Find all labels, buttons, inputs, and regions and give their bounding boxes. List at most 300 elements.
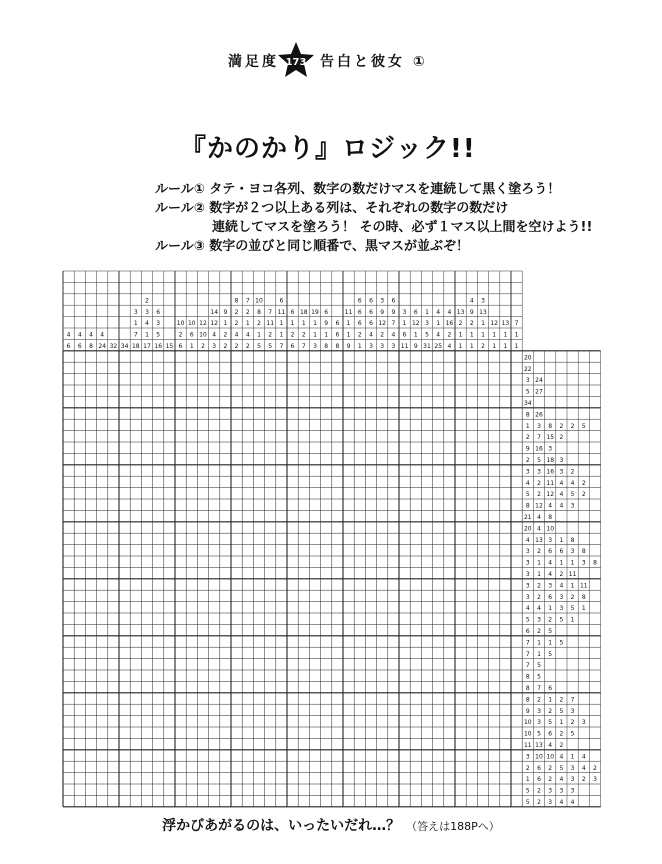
row-clue: 3 (593, 776, 597, 784)
column-clue: 9 (469, 308, 474, 316)
column-clue: 3 (313, 342, 317, 350)
rule-1 (155, 178, 560, 197)
row-clue: 3 (525, 593, 530, 601)
row-clue: 5 (548, 719, 553, 727)
row-clue: 1 (559, 559, 564, 567)
rule-2-continued (212, 216, 592, 235)
column-clue: 4 (391, 331, 396, 339)
star-badge-icon (277, 41, 315, 79)
column-clue: 6 (357, 297, 362, 305)
column-clue: 1 (313, 320, 317, 328)
column-clue: 32 (109, 342, 118, 350)
row-clue: 6 (548, 593, 553, 601)
row-clue: 12 (535, 502, 543, 510)
column-clue: 1 (189, 342, 194, 350)
column-clue: 1 (469, 342, 474, 350)
column-clue: 3 (133, 308, 138, 316)
row-clue: 7 (570, 696, 575, 704)
row-clue: 2 (537, 491, 541, 499)
row-clue: 3 (581, 559, 586, 567)
row-clue: 12 (546, 491, 555, 499)
column-clue: 4 (145, 320, 149, 328)
column-clue: 2 (357, 331, 362, 339)
row-clue: 1 (559, 719, 564, 727)
column-clue: 10 (255, 297, 263, 305)
row-clue: 3 (581, 719, 586, 727)
column-clue: 2 (290, 331, 295, 339)
column-clue: 18 (131, 342, 140, 350)
column-clue: 2 (268, 331, 273, 339)
column-clue: 12 (378, 320, 387, 328)
column-clue: 4 (66, 331, 71, 339)
column-clue: 6 (324, 308, 329, 316)
row-clue: 1 (581, 605, 586, 613)
column-clue: 2 (234, 308, 239, 316)
row-clue: 3 (525, 570, 530, 578)
row-clue: 7 (537, 684, 541, 692)
column-clue: 7 (245, 297, 250, 305)
column-clue: 1 (257, 331, 261, 339)
column-clue: 3 (380, 297, 385, 305)
column-clue: 31 (423, 342, 431, 350)
row-clue: 4 (570, 479, 575, 487)
column-clue: 9 (324, 320, 329, 328)
row-clue: 2 (525, 434, 530, 442)
row-clue: 5 (548, 627, 553, 635)
column-clue: 3 (481, 297, 485, 305)
row-clue: 3 (525, 582, 530, 590)
row-clue: 10 (535, 753, 543, 761)
column-clue: 34 (120, 342, 129, 350)
puzzle-title: 『かのかり』ロジック!! (180, 134, 476, 164)
column-clue: 3 (212, 342, 217, 350)
row-clue: 2 (537, 798, 541, 806)
column-clue: 6 (369, 297, 373, 305)
column-clue: 1 (279, 331, 284, 339)
column-clue: 6 (66, 342, 71, 350)
row-clue: 5 (525, 388, 530, 396)
column-clue: 6 (402, 331, 407, 339)
row-clue: 8 (593, 559, 597, 567)
row-clue: 1 (537, 650, 541, 658)
row-clue: 16 (535, 445, 543, 453)
rule-2b-text: 連続してマスを塗ろう！ その時、必ず１マス以上間を空けよう!! (212, 220, 593, 235)
column-clue: 12 (199, 320, 207, 328)
column-clue: 5 (156, 331, 161, 339)
row-clue: 1 (570, 559, 575, 567)
column-clue: 1 (245, 320, 250, 328)
column-clue: 9 (223, 308, 228, 316)
row-clue: 4 (559, 582, 564, 590)
column-clue: 13 (479, 308, 487, 316)
row-clue: 2 (581, 776, 586, 784)
row-clue: 3 (537, 719, 541, 727)
column-clue: 6 (369, 308, 373, 316)
solution-grid[interactable] (63, 351, 601, 807)
column-clue: 1 (346, 320, 351, 328)
row-clue: 2 (570, 468, 575, 476)
row-clue: 5 (570, 730, 575, 738)
row-clue: 2 (570, 422, 575, 430)
row-clue: 2 (537, 593, 541, 601)
column-clue: 6 (413, 308, 418, 316)
row-clue: 3 (570, 764, 575, 772)
row-clue: 2 (548, 764, 553, 772)
row-clue: 1 (548, 605, 553, 613)
column-clue: 12 (210, 320, 219, 328)
column-clue: 8 (89, 342, 93, 350)
row-clue: 3 (548, 798, 553, 806)
row-clue: 2 (537, 696, 541, 704)
row-clue: 5 (570, 491, 575, 499)
column-clue: 6 (279, 297, 284, 305)
row-clue: 11 (523, 741, 532, 749)
column-clue: 1 (469, 331, 474, 339)
column-clue: 8 (257, 308, 261, 316)
row-clue: 13 (535, 741, 543, 749)
column-clue: 2 (469, 320, 474, 328)
row-clue: 2 (559, 741, 564, 749)
row-clue: 2 (559, 696, 564, 704)
column-clue: 2 (145, 297, 149, 305)
row-clue: 5 (537, 730, 541, 738)
column-clue: 3 (380, 342, 385, 350)
row-clue: 4 (559, 776, 564, 784)
row-clue: 2 (559, 730, 564, 738)
column-clue: 3 (391, 342, 396, 350)
row-clue: 2 (537, 787, 541, 795)
column-clue: 1 (402, 320, 407, 328)
column-clue: 1 (425, 308, 429, 316)
column-clue: 7 (514, 320, 519, 328)
row-clue: 3 (525, 559, 530, 567)
row-clue: 3 (525, 468, 530, 476)
row-clue: 3 (537, 616, 541, 624)
row-clue: 4 (548, 570, 553, 578)
row-clue: 2 (581, 491, 586, 499)
row-clue: 4 (581, 764, 586, 772)
column-clue: 4 (212, 331, 217, 339)
row-clue: 21 (523, 513, 532, 521)
row-clue: 18 (546, 456, 555, 464)
row-clue: 5 (525, 798, 530, 806)
rule-1-label: ルール① (155, 182, 205, 197)
column-clue: 1 (357, 342, 362, 350)
column-clue: 2 (245, 308, 250, 316)
row-clue: 34 (523, 399, 532, 407)
column-clue: 4 (447, 308, 452, 316)
column-clue: 13 (456, 308, 465, 316)
row-clue: 16 (546, 468, 555, 476)
row-clue: 5 (548, 650, 553, 658)
row-clue: 3 (525, 377, 530, 385)
row-clue: 13 (535, 536, 543, 544)
column-clue: 1 (223, 320, 228, 328)
column-clue: 19 (311, 308, 319, 316)
column-clue: 14 (210, 308, 219, 316)
column-clue: 1 (413, 331, 418, 339)
row-clue: 8 (548, 422, 553, 430)
row-clue: 2 (537, 627, 541, 635)
rule-3-label: ルール③ (155, 239, 205, 254)
row-clue: 3 (548, 445, 553, 453)
row-clue: 2 (559, 422, 564, 430)
row-clue: 4 (559, 502, 564, 510)
row-clue: 8 (525, 673, 530, 681)
row-clue: 10 (523, 719, 532, 727)
row-clue: 5 (525, 616, 530, 624)
column-clue: 1 (290, 320, 295, 328)
column-clue: 2 (234, 320, 239, 328)
row-clue: 1 (559, 536, 564, 544)
row-clue: 3 (525, 753, 530, 761)
column-clue: 24 (98, 342, 107, 350)
row-clue: 4 (559, 753, 564, 761)
row-clue: 7 (525, 650, 530, 658)
row-clue: 4 (570, 798, 575, 806)
column-clue: 1 (145, 331, 149, 339)
row-clue: 3 (570, 707, 575, 715)
row-clue: 1 (537, 639, 541, 647)
row-clue: 1 (525, 422, 530, 430)
column-clue: 5 (425, 331, 429, 339)
column-clue: 10 (176, 320, 185, 328)
column-clue: 1 (514, 331, 519, 339)
row-clue: 8 (525, 411, 530, 419)
row-clue: 4 (525, 536, 530, 544)
row-clue: 2 (593, 764, 597, 772)
column-clue: 2 (245, 342, 250, 350)
column-clue: 12 (411, 320, 420, 328)
row-clue: 3 (570, 502, 575, 510)
column-clue: 16 (445, 320, 454, 328)
row-clue: 10 (523, 730, 532, 738)
column-clue: 1 (279, 320, 284, 328)
row-clue: 4 (548, 502, 553, 510)
column-clue: 1 (503, 342, 508, 350)
row-clue: 10 (546, 525, 555, 533)
row-clue: 3 (548, 582, 553, 590)
column-clue: 8 (335, 342, 340, 350)
column-clue: 4 (436, 331, 441, 339)
row-clue: 7 (525, 639, 530, 647)
row-clue: 5 (537, 662, 541, 670)
column-clue: 6 (391, 297, 396, 305)
chapter-title: 告白と彼女 ① (320, 54, 428, 70)
row-clue: 1 (570, 753, 575, 761)
column-clue: 3 (402, 308, 407, 316)
row-clue: 9 (525, 707, 530, 715)
column-clue: 1 (458, 331, 463, 339)
row-clue: 8 (525, 684, 530, 692)
column-clue: 4 (100, 331, 105, 339)
column-clue: 9 (380, 308, 385, 316)
row-clue: 5 (570, 605, 575, 613)
column-clue: 2 (201, 342, 205, 350)
column-clue: 2 (447, 331, 452, 339)
column-clue: 11 (266, 320, 275, 328)
row-clue: 2 (548, 776, 553, 784)
row-clue: 4 (559, 479, 564, 487)
column-clue: 6 (369, 320, 373, 328)
row-clue: 6 (559, 548, 564, 556)
row-clue: 6 (548, 684, 553, 692)
column-clue: 3 (369, 342, 373, 350)
column-clue: 1 (481, 331, 485, 339)
column-clue: 6 (290, 342, 295, 350)
row-clue: 20 (523, 354, 532, 362)
column-clue: 3 (145, 308, 149, 316)
column-clue: 7 (279, 342, 284, 350)
column-clue: 2 (301, 331, 306, 339)
row-clue: 15 (546, 434, 555, 442)
row-clue: 1 (548, 639, 553, 647)
row-clue: 11 (579, 582, 588, 590)
column-clue: 7 (268, 308, 273, 316)
row-clue: 8 (570, 536, 575, 544)
row-clue: 4 (537, 605, 541, 613)
row-clue: 5 (525, 787, 530, 795)
column-clue: 1 (492, 331, 497, 339)
row-clue: 6 (548, 730, 553, 738)
column-clue: 4 (469, 297, 474, 305)
row-clue: 8 (548, 513, 553, 521)
column-clue: 9 (346, 342, 351, 350)
row-clue: 3 (559, 456, 564, 464)
column-clue: 7 (391, 320, 396, 328)
column-clue: 8 (234, 297, 239, 305)
column-clue: 11 (344, 308, 353, 316)
column-clue: 8 (324, 342, 329, 350)
satisfaction-label: 満足度 (228, 54, 279, 70)
column-clue: 1 (481, 320, 485, 328)
row-clue: 24 (535, 377, 543, 385)
column-clue: 6 (335, 320, 340, 328)
column-clue: 1 (514, 342, 519, 350)
row-clue: 2 (559, 434, 564, 442)
column-clue: 2 (223, 331, 228, 339)
column-clue: 13 (501, 320, 510, 328)
column-clue: 1 (133, 320, 138, 328)
column-clue: 3 (425, 320, 429, 328)
column-clue: 6 (178, 342, 183, 350)
column-clue: 10 (187, 320, 196, 328)
row-clue: 4 (525, 605, 530, 613)
column-clue: 6 (189, 331, 194, 339)
row-clue: 10 (546, 753, 555, 761)
row-clue: 6 (537, 776, 541, 784)
row-clue: 11 (546, 479, 555, 487)
row-clue: 5 (525, 491, 530, 499)
nonogram-grid[interactable] (63, 271, 597, 806)
column-clue: 16 (154, 342, 163, 350)
column-clue: 1 (458, 342, 463, 350)
column-clue: 4 (89, 331, 93, 339)
column-clue: 9 (413, 342, 418, 350)
column-clue: 1 (503, 331, 508, 339)
row-clue: 2 (537, 479, 541, 487)
rule-2-text: 数字が２つ以上ある列は、それぞれの数字の数だけ (209, 201, 509, 216)
row-clue: 6 (537, 764, 541, 772)
row-clue: 4 (537, 525, 541, 533)
column-clue: 1 (492, 342, 497, 350)
column-clue: 11 (400, 342, 409, 350)
row-clue: 3 (548, 536, 553, 544)
row-clue: 1 (548, 696, 553, 704)
column-clue: 4 (369, 331, 373, 339)
row-clue: 4 (559, 798, 564, 806)
row-clue: 20 (523, 525, 532, 533)
answer-page-note: （答えは188Pへ） (406, 820, 500, 833)
row-clue: 5 (559, 764, 564, 772)
row-clue: 3 (559, 787, 564, 795)
row-clue: 3 (559, 468, 564, 476)
row-clue: 1 (537, 570, 541, 578)
column-clue: 4 (436, 308, 441, 316)
row-clue: 2 (581, 479, 586, 487)
row-clue: 22 (523, 365, 532, 373)
row-clue: 2 (570, 719, 575, 727)
row-clue: 3 (537, 707, 541, 715)
row-clue: 26 (535, 411, 543, 419)
row-clue: 5 (537, 673, 541, 681)
footer (0, 815, 662, 835)
row-clue: 5 (581, 422, 586, 430)
row-clue: 3 (570, 548, 575, 556)
row-clue: 4 (525, 479, 530, 487)
column-clue: 4 (77, 331, 82, 339)
column-clue: 1 (301, 320, 306, 328)
column-clue: 10 (199, 331, 207, 339)
column-clue-area (63, 271, 522, 351)
column-clue: 3 (156, 320, 161, 328)
rule-3 (155, 235, 469, 254)
column-clue: 4 (234, 331, 239, 339)
row-clue: 5 (559, 707, 564, 715)
row-clue: 1 (537, 559, 541, 567)
column-clue: 1 (346, 331, 351, 339)
column-clue: 6 (335, 331, 340, 339)
row-clue: 7 (537, 434, 541, 442)
column-clue: 9 (391, 308, 396, 316)
rule-2-label: ルール② (155, 201, 205, 216)
column-clue: 2 (234, 342, 239, 350)
row-clue: 2 (537, 548, 541, 556)
row-clue: 2 (559, 570, 564, 578)
column-clue: 1 (436, 320, 441, 328)
row-clue: 4 (559, 491, 564, 499)
column-clue: 2 (178, 331, 183, 339)
column-clue: 6 (77, 342, 82, 350)
rule-1-text: タテ・ヨコ各列、数字の数だけマスを連続して黒く塗ろう！ (209, 182, 561, 197)
column-clue: 1 (313, 331, 317, 339)
row-clue: 3 (548, 787, 553, 795)
row-clue: 1 (570, 582, 575, 590)
column-clue: 2 (257, 320, 261, 328)
row-clue: 2 (570, 593, 575, 601)
column-clue: 2 (223, 342, 228, 350)
row-clue: 8 (581, 548, 586, 556)
column-clue: 6 (156, 308, 161, 316)
column-clue: 15 (165, 342, 174, 350)
row-clue: 3 (537, 468, 541, 476)
rule-3-text: 数字の並びと同じ順番で、黒マスが並ぶぞ！ (209, 239, 470, 254)
column-clue: 12 (490, 320, 499, 328)
column-clue: 5 (257, 342, 261, 350)
row-clue: 7 (525, 662, 530, 670)
row-clue: 3 (559, 605, 564, 613)
row-clue: 5 (559, 639, 564, 647)
